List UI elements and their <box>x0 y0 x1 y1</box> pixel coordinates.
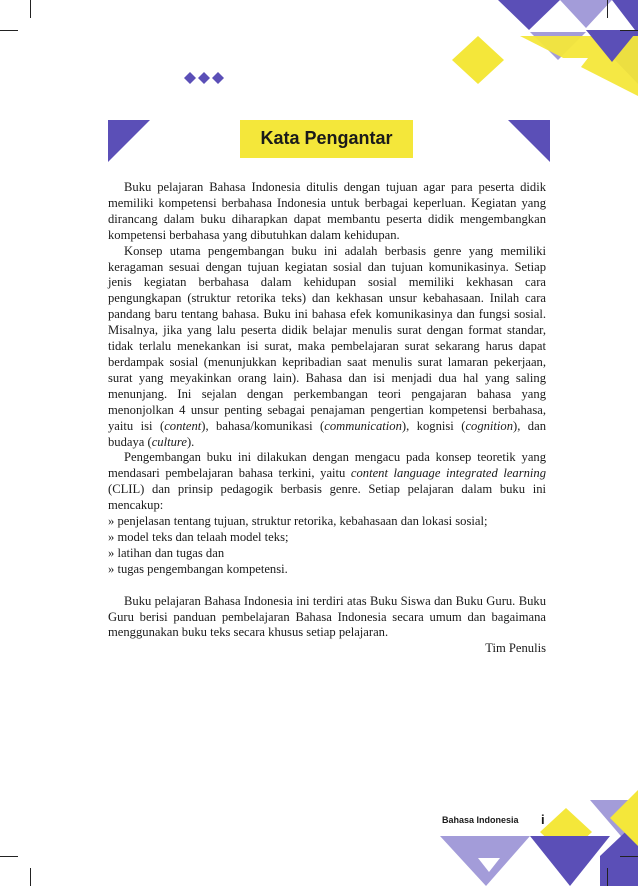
crop-mark <box>30 0 31 18</box>
title-box <box>240 120 413 158</box>
list-item: » tugas pengembangan kompetensi. <box>108 561 288 576</box>
paragraph-1: Buku pelajaran Bahasa Indonesia ditulis dengan tujuan agar para peserta didik memiliki kompetensi berbahasa Indonesia untuk berbagai keperluan. Kegiatan yang dirancang dalam buku diharapkan dapat membantu peserta didik mengembangkan kompetensi berbahasa yang dibutuhkan dalam kehidupan. <box>108 180 546 242</box>
page-title: Kata Pengantar <box>260 128 393 148</box>
body-text <box>108 180 546 657</box>
crop-mark <box>607 0 608 18</box>
list-item: » latihan dan tugas dan <box>108 545 225 560</box>
yellow-diamond <box>452 36 504 84</box>
paragraph-3: Pengembangan buku ini dilakukan dengan mengacu pada konsep teoretik yang mendasari pembelajaran bahasa terkini, yaitu content language integrated learning (CLIL) dan prinsip pedagogik berbasis genre. Setiap pelajaran dalam buku ini mencakup: <box>108 450 546 513</box>
list-item: » penjelasan tentang tujuan, struktur retorika, kebahasaan dan lokasi sosial; <box>108 514 488 529</box>
lavender-triangle <box>560 0 612 28</box>
paragraph-2: Konsep utama pengembangan buku ini adalah berbasis genre yang memiliki keragaman sesuai dengan tujuan kegiatan sosial dan tujuan komunikasinya. Setiap jenis kegiatan berbahasa dalam kehidupan sosial memiliki kekhasan cara pengungkapan (struktur retorika teks) dan kekhasan unsur kebahasaan. Inilah cara pandang baru tentang bahasa. Buku ini bahasa efek komunikasinya dan fungsi sosial. Misalnya, jika yang lalu peserta didik belajar menulis surat dengan format standar, tidak terlalu menekankan isi surat, maka pembelajaran surat sekarang harus dapat berdampak sosial (menunjukkan kepribadian saat menulis surat lamaran pekerjaan, surat yang meyakinkan orang lain). Bahasa dan isi menjadi dua hal yang saling menunjang. Ini sejalan dengan perkembangan teori pengajaran bahasa yang menonjolkan 4 unsur penting sebagai penajaman pengertian kompetensi berbahasa, yaitu isi (content), bahasa/komunikasi (communication), kognisi (cognition), dan budaya (culture). <box>108 243 546 449</box>
small-diamond <box>184 72 196 84</box>
signature: Tim Penulis <box>485 641 546 656</box>
right-title-triangle <box>508 120 550 162</box>
paragraph-4: Buku pelajaran Bahasa Indonesia ini terdiri atas Buku Siswa dan Buku Guru. Buku Guru berisi panduan pembelajaran Bahasa Indonesia secara umum dan bagaimana menggunakan buku teks secara khusus setiap pelajaran. <box>108 593 546 640</box>
purple-triangle <box>530 836 610 886</box>
crop-mark <box>0 856 18 857</box>
purple-triangle <box>498 0 560 30</box>
small-diamond <box>198 72 210 84</box>
purple-triangle <box>612 0 638 34</box>
page-number: i <box>541 812 545 827</box>
crop-mark <box>620 30 638 31</box>
list-item: » model teks dan telaah model teks; <box>108 529 289 544</box>
small-diamond <box>212 72 224 84</box>
left-title-triangle <box>108 120 150 162</box>
crop-mark <box>30 868 31 886</box>
crop-mark <box>607 868 608 886</box>
crop-mark <box>620 856 638 857</box>
footer-book-title: Bahasa Indonesia <box>442 815 519 825</box>
crop-mark <box>0 30 18 31</box>
